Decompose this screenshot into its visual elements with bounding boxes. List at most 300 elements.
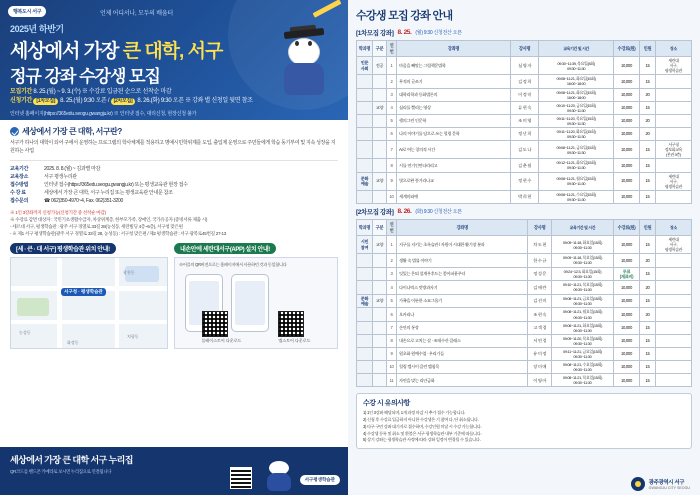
notice-panel <box>356 393 692 449</box>
info-value: 2025. 8. 8.(월) ~ 김과별 마감 <box>44 165 101 172</box>
table-row <box>357 75 692 88</box>
cell-no: 2 <box>387 75 397 88</box>
cell-schedule: 09:30~11:39, 목요일(8회) 09:30~11:30 <box>539 57 614 75</box>
info-heading: 세상에서 가장 큰 대학, 서구란? <box>22 127 122 136</box>
cell-schedule: 09:08~11:21, 화요일(15회) 16:00~18:00 <box>539 75 614 88</box>
note-line: - ※ 제1 서구 평생학습관(광주 서구 경열로 33길 28, 농성동) : 서구청 맞은편 / 제2 평생학습관 : 서구 광복로45번길 27-13 <box>10 230 226 236</box>
emblem-subtitle: GWANGJU CITY SEOGU <box>648 486 690 490</box>
map-block <box>10 243 168 349</box>
cell-type <box>373 88 387 101</box>
cell-teacher: 정 난 희 <box>511 128 539 141</box>
cell-capacity: 15 <box>640 101 656 114</box>
col-fee: 수강료(원) <box>614 41 640 57</box>
cell-capacity: 15 <box>640 57 656 75</box>
cell-place <box>656 321 692 334</box>
table-body-round2 <box>357 236 692 387</box>
table-row <box>357 57 692 75</box>
cell-teacher: 이 영 아 <box>528 374 551 387</box>
cell-no: 8 <box>387 334 397 347</box>
hero-subtitle: 2025년 하반기 <box>10 24 64 34</box>
table-row <box>357 114 692 127</box>
cell-no: 5 <box>387 294 397 308</box>
notice-title: 수강 시 유의사항 <box>363 400 410 408</box>
map-label: 치평동 <box>127 333 139 339</box>
cell-capacity: 15 <box>640 347 656 360</box>
notice-line: 4) 수강생 등록 및 취소 및 환불은 서구 평생학습관 내부 기준에 따릅니다. <box>363 430 482 436</box>
cell-fee: 10,000 <box>614 254 640 267</box>
cell-schedule: 09:11~11:20, 화요일(15회) 09:30~11:30 <box>539 128 614 141</box>
notice-line: 3) 타구 구민 강좌 대기자로 접수하며, 수강인원 미달 시 수강 가능합니다. <box>363 423 482 429</box>
cell-department <box>357 361 373 374</box>
cell-capacity: 20 <box>640 114 656 127</box>
cell-course-name: 대학리학과 등화법론의 <box>397 88 511 101</box>
map-label: 농성동 <box>19 329 31 335</box>
hero-title-part-b: 큰 대학, 서구 <box>122 41 223 62</box>
cell-schedule: 09:08~11:21, 목요일(15회) 09:30~11:30 <box>551 374 613 387</box>
course-table-round2 <box>356 219 692 387</box>
cell-department: 문화 예술 <box>357 294 373 308</box>
left-column <box>0 0 348 495</box>
cell-course-name: 행의그린 인문학 <box>397 114 511 127</box>
col-course-name: 강좌명 <box>397 219 528 235</box>
hero-title-line2: 정규 강좌 수강생 모집 <box>10 67 160 86</box>
cell-place <box>656 75 692 88</box>
cell-fee: 10,000 <box>614 334 640 347</box>
cell-type <box>373 159 387 172</box>
cell-capacity: 15 <box>640 361 656 374</box>
cell-fee: 10,000 <box>614 236 640 254</box>
table-row <box>357 281 692 294</box>
cell-capacity: 15 <box>640 236 656 254</box>
cell-place <box>656 159 692 172</box>
round1-text: 8. 25.(월) 9:30 오픈 / <box>60 97 110 104</box>
playstore-caption: 플레이스토어 다운로드 <box>201 337 242 343</box>
round2-label: [2차모집 강좌] <box>356 208 394 216</box>
table-header-row <box>357 219 692 235</box>
cell-schedule: 09:08~11:21, 수요일(15회) 09:30~11:30 <box>551 361 613 374</box>
cell-place <box>656 190 692 203</box>
cell-fee: 10,000 <box>614 114 640 127</box>
table-row <box>357 88 692 101</box>
cell-no: 1 <box>387 57 397 75</box>
cell-teacher: 정 성 문 <box>528 267 551 281</box>
cell-capacity: 15 <box>640 321 656 334</box>
round1-date: 8. 25. <box>397 29 412 36</box>
table-row <box>357 294 692 308</box>
cell-teacher: 김 애 란 <box>528 281 551 294</box>
notice-line: 5) 상기 강좌는 평생학습관 사정에 따라 강좌 일정이 변경될 수 있습니다. <box>363 437 481 443</box>
cell-course-name: 다이나믹스 맛방과자기 <box>397 281 528 294</box>
footer-qr-icon[interactable] <box>230 467 252 489</box>
cell-place <box>656 267 692 281</box>
cell-teacher: 박 희 현 <box>511 190 539 203</box>
appstore-qr-group[interactable] <box>278 311 310 344</box>
cell-place <box>656 254 692 267</box>
cell-teacher: 류 현 숙 <box>511 101 539 114</box>
table-row <box>357 361 692 374</box>
cell-type <box>373 128 387 141</box>
cell-course-name: 심리를 뿔리는 영상 <box>397 101 511 114</box>
cell-place: 세란대 서구, 평생학습관 <box>656 236 692 254</box>
cell-type <box>373 308 387 321</box>
cell-no: 6 <box>387 128 397 141</box>
cell-schedule: 09:10~11:21, 목요일(15회) 09:30~11:30 <box>551 281 613 294</box>
cell-course-name: 생활 속 법률 이야기 <box>397 254 528 267</box>
table-row <box>357 141 692 159</box>
cell-capacity: 15 <box>640 374 656 387</box>
info-section <box>0 120 348 241</box>
app-note: ※어플의 QR버전으로는 홈페이지에서 사용하던 것과 동일합니다 <box>179 261 287 267</box>
cell-department <box>357 374 373 387</box>
cell-department <box>357 101 373 114</box>
appstore-caption: 앱스토어 다운로드 <box>278 337 311 343</box>
info-row <box>10 165 338 173</box>
right-column <box>348 0 700 495</box>
cell-department: 시민 참여 <box>357 236 373 254</box>
round2-open-time: (화) 9:30 신청전산 오픈 <box>415 208 462 215</box>
cell-place <box>656 347 692 360</box>
cell-fee: 10,000 <box>614 88 640 101</box>
cell-schedule: 09:11~11:21, 금요일(15회) 09:30~11:30 <box>551 347 613 360</box>
cell-course-name: 자연을 맞는 리안금화 <box>397 374 528 387</box>
cell-course-name: 지구를 지키는 초록습관 / 자원이 시대한 활기장 분과 <box>397 236 528 254</box>
info-row <box>10 189 338 197</box>
cell-place <box>656 281 692 294</box>
cell-schedule: 09:08~11:21, 월요일(15회) 09:30~11:30 <box>551 308 613 321</box>
cell-capacity: 15 <box>640 267 656 281</box>
cell-place <box>656 88 692 101</box>
cell-no: 6 <box>387 308 397 321</box>
city-logo: 행복도시 서구 <box>8 6 46 17</box>
cell-department <box>357 75 373 88</box>
cell-department <box>357 281 373 294</box>
left-footer <box>0 447 348 495</box>
cell-no: 7 <box>387 321 397 334</box>
cell-course-name: 원초화 원예수업 · 우리가들 <box>397 347 528 360</box>
cell-no: 1 <box>387 236 397 254</box>
col-teacher: 강사명 <box>511 41 539 57</box>
cell-course-name: AI로 여는 창의적 시간 <box>397 141 511 159</box>
cell-teacher: 심 영 자 <box>511 57 539 75</box>
emblem-title: 광주광역시 서구 <box>648 480 685 486</box>
round1-open-time: (월) 9:30 신청전산 오픈 <box>415 30 462 36</box>
cell-fee: 10,000 <box>614 321 640 334</box>
cell-course-name: 무적의 글쓰기 <box>397 75 511 88</box>
cell-place <box>656 361 692 374</box>
info-row <box>10 181 338 189</box>
cell-teacher: 서 연 경 <box>528 334 551 347</box>
map-and-app-section <box>0 241 348 353</box>
cell-no: 3 <box>387 267 397 281</box>
cell-teacher: 김 선 미 <box>528 294 551 308</box>
cell-schedule: 09:08~11:21, 금요일(15회) 09:30~11:30 <box>551 294 613 308</box>
cell-place: 서구청 정보화교육 (본관 3층) <box>656 141 692 159</box>
cell-fee: 10,000 <box>614 281 640 294</box>
cell-department: 문화 예술 <box>357 172 373 190</box>
table-row <box>357 347 692 360</box>
cell-type <box>373 267 387 281</box>
cell-teacher: 장 미 애 <box>528 361 551 374</box>
table-row <box>357 334 692 347</box>
cell-type: 전공 <box>373 57 387 75</box>
qr-code-icon[interactable] <box>202 311 228 337</box>
note-line: ※ 1인 3강좌까지 신청가능(신청기간 중 선착순 마감) <box>10 209 106 215</box>
cell-no: 2 <box>387 254 397 267</box>
cell-department <box>357 267 373 281</box>
emblem-icon <box>631 477 645 491</box>
app-install-panel <box>174 257 338 349</box>
cell-type: 교양 <box>373 294 387 308</box>
table-row <box>357 101 692 114</box>
cell-department <box>357 321 373 334</box>
info-description: 서구가 하나의 대학이 되어 구에서 운영하는 프로그램의 학사체계를 적용하고 명예시민학위제를 도입, 출입제 운영으로 주민들에게 학습 동기부여 및 지속 성장을 지원하는 사업 <box>10 140 338 161</box>
table-row <box>357 128 692 141</box>
cell-type <box>373 141 387 159</box>
app-block <box>174 243 338 349</box>
cell-schedule: 09:08~11:21, 수요일(15회) 09:30~11:30 <box>539 190 614 203</box>
table-row <box>357 159 692 172</box>
table-body-round1 <box>357 57 692 204</box>
cell-type: 교양 <box>373 236 387 254</box>
cell-schedule: 09:12~11:21, 화요일(15회) 09:30~11:30 <box>539 159 614 172</box>
application-period-row <box>10 88 253 97</box>
table-row <box>357 236 692 254</box>
cell-type <box>373 374 387 387</box>
cell-place: 세란대 서구, 평생학습관 <box>656 172 692 190</box>
cell-teacher: 조 현 숙 <box>528 308 551 321</box>
cell-capacity: 20 <box>640 308 656 321</box>
cell-place <box>656 128 692 141</box>
cell-schedule: 09:24~12:3, 화요일(15회) 09:30~11:30 <box>551 267 613 281</box>
cell-schedule: 09:09~11:18, 목요일(15회) 09:30~11:30 <box>551 254 613 267</box>
playstore-qr-group[interactable] <box>202 311 242 344</box>
table-row <box>357 321 692 334</box>
cell-teacher: 김 춘 월 <box>511 159 539 172</box>
cell-type: 교양 <box>373 172 387 190</box>
note-line: ※ 수강료 감면 대상자 : 국민기초생활수급자, 차상위계층, 한부모가족, 장애인, 국가유공자 (증빙서류 제출 시) <box>10 216 208 222</box>
footer-badge: 서구평생학습관 <box>300 475 340 485</box>
cell-capacity: 20 <box>640 88 656 101</box>
graduate-mascot-icon <box>276 30 332 100</box>
cell-schedule: 09:08~11:21, 화요일(15회) 16:00~18:00 <box>539 88 614 101</box>
cell-schedule: 09:09~11:18, 화요일(15회) 09:30~11:30 <box>551 236 613 254</box>
cell-fee: 10,000 <box>614 101 640 114</box>
cell-schedule: 09:08~11:21, 금요일(15회) 09:30~11:30 <box>539 141 614 159</box>
cell-no: 7 <box>387 141 397 159</box>
page-title: 수강생 모집 강좌 안내 <box>356 10 453 22</box>
cell-teacher: 이 정 미 <box>511 88 539 101</box>
cell-capacity: 20 <box>640 281 656 294</box>
hero-tagline: 언제 어디서나, 모두의 배움터 <box>100 11 174 17</box>
footer-mascot-icon <box>266 459 292 491</box>
table-row <box>357 254 692 267</box>
cell-department <box>357 128 373 141</box>
cell-fee: 10,000 <box>614 347 640 360</box>
cell-type <box>373 334 387 347</box>
city-emblem <box>631 477 690 491</box>
cell-course-name: 시를 연기인만다라리고 <box>397 159 511 172</box>
cell-fee: 10,000 <box>614 374 640 387</box>
cell-type <box>373 347 387 360</box>
round1-chip: [1차모집] <box>33 98 58 105</box>
cell-fee: 10,000 <box>614 361 640 374</box>
cell-fee: 10,000 <box>614 172 640 190</box>
cell-place <box>656 374 692 387</box>
cell-fee: 10,000 <box>614 57 640 75</box>
table-row <box>357 308 692 321</box>
info-heading-row <box>10 126 338 137</box>
cell-no: 4 <box>387 281 397 294</box>
cell-capacity: 15 <box>640 141 656 159</box>
col-schedule: 교육기간 및 시간 <box>539 41 614 57</box>
location-map <box>10 257 168 349</box>
cell-capacity: 15 <box>640 294 656 308</box>
info-value: 세상에서 가장 큰 대학, 서구 누리집 또는 평생교육관 안내문 참조 <box>44 189 173 196</box>
cell-fee: 무료 (재료비) <box>614 267 640 281</box>
info-value: 인터넷 접수(https://365edu.seogu.gwangju.kr) 또는 평생교육관 현장 접수 <box>44 181 188 188</box>
col-course-name: 강좌명 <box>397 41 511 57</box>
cell-place <box>656 294 692 308</box>
cell-teacher: 김 정 희 <box>511 75 539 88</box>
round1-header <box>356 28 692 37</box>
footer-subtitle: QR코드를 핸드폰 카메라로 보시면 누리집으로 연결됩니다 <box>10 469 112 474</box>
cell-course-name: 잇있는 은퇴 설계우후드는 좋아퍼윤주녀 <box>397 267 528 281</box>
signup-period-row <box>10 97 253 106</box>
website-url[interactable]: 인터넷 홈페이지(https://365edu.seogu.gwangju.kr) ※ 인터넷 접수, 대리신청, 현장신청 불가 <box>10 111 197 117</box>
info-notes <box>10 209 338 237</box>
col-no: 연번 <box>387 219 397 235</box>
cell-course-name: 나의 이야기를 담으로 쓰는 힐링 문학 <box>397 128 511 141</box>
cell-capacity: 20 <box>640 254 656 267</box>
footer-title: 세상에서 가장 큰 대학 서구 누리집 <box>10 455 133 465</box>
info-key: 수 강 료 <box>10 189 26 196</box>
cell-type: 교양 <box>373 101 387 114</box>
cell-schedule: 09:11~11:20, 목요일(15회) 09:30~11:30 <box>539 114 614 127</box>
cell-place <box>656 114 692 127</box>
app-section-title: 내손안에 세란대서구(APP) 설치 안내! <box>174 243 276 254</box>
hero-banner <box>0 0 348 120</box>
map-pin-icon: 서구청 · 평생학습관 <box>61 288 106 296</box>
cell-schedule: 09:08~11:21, 월요일(15회) 09:30~11:30 <box>539 172 614 190</box>
cell-course-name: 손안의 통장 <box>397 321 528 334</box>
application-period-value: 8. 25.(월) ~ 9. 3.(수) ※ 수강료 입금된 순으로 선착순 마감 <box>33 89 172 95</box>
col-teacher: 강사명 <box>528 219 551 235</box>
cell-no: 4 <box>387 101 397 114</box>
cell-type <box>373 254 387 267</box>
hero-dates <box>10 88 253 105</box>
cell-place <box>656 101 692 114</box>
cell-fee: 10,000 <box>614 294 640 308</box>
notice-line: 2) 신청 후 수강료 입금하지 아니한 수강생은 기 참여 다, 단 취소됩니다. <box>363 417 479 423</box>
cell-type <box>373 75 387 88</box>
cell-fee: 10,000 <box>614 159 640 172</box>
cell-no: 3 <box>387 88 397 101</box>
note-line: - 세르대 서구, 평생학습관 : 광주 서구 경열로 33길 28(농성동, 세란빌딩 4층~5층), 서구청 맞은편 <box>10 223 183 229</box>
cell-teacher: 고 객 경 <box>528 321 551 334</box>
cell-fee: 10,000 <box>614 75 640 88</box>
col-schedule: 교육기간 및 시간 <box>551 219 613 235</box>
info-key: 접수방법 <box>10 181 29 188</box>
cell-no: 11 <box>387 374 397 387</box>
map-section-title: [세 · 큰 · 대 서구] 평생학습관 위치 안내! <box>10 243 116 254</box>
cell-department <box>357 141 373 159</box>
cell-course-name: 마음을 빼앗는 그림책문법학 <box>397 57 511 75</box>
map-label: 화정동 <box>67 339 79 345</box>
col-capacity: 인원 <box>640 41 656 57</box>
cell-teacher: 김 도 나 <box>511 141 539 159</box>
cell-no: 9 <box>387 347 397 360</box>
cell-place <box>656 308 692 321</box>
cell-no: 8 <box>387 159 397 172</box>
cell-capacity: 15 <box>640 159 656 172</box>
cell-capacity: 20 <box>640 128 656 141</box>
cell-department <box>357 254 373 267</box>
qr-code-icon[interactable] <box>278 311 304 337</box>
cell-department <box>357 88 373 101</box>
cell-place: 세란대 서구, 평생학습관 <box>656 57 692 75</box>
hero-title-line1 <box>10 36 222 63</box>
round2-header <box>356 207 692 216</box>
info-key: 접수문의 <box>10 197 29 204</box>
cell-course-name: 세계미와예 <box>397 190 511 203</box>
info-key: 교육장소 <box>10 173 29 180</box>
cell-type <box>373 321 387 334</box>
col-department: 학과명 <box>357 219 373 235</box>
cell-fee: 10,000 <box>614 128 640 141</box>
round2-text: 8. 26.(화) 9:30 오픈 ※ 강좌 별 신청일 뒷면 참조 <box>137 97 253 104</box>
cell-type <box>373 281 387 294</box>
info-row <box>10 173 338 181</box>
table-row <box>357 267 692 281</box>
cell-no: 10 <box>387 361 397 374</box>
course-table-round1 <box>356 40 692 204</box>
info-row <box>10 197 338 205</box>
cell-course-name: 힐링 캠시이 클린 캡침목 <box>397 361 528 374</box>
info-value: ☎ 062)350-4970~4, Fax. 062)351-3200 <box>44 197 123 204</box>
cell-schedule: 09:10~11:20, 금요일(15회) 09:30~11:30 <box>539 101 614 114</box>
cell-department <box>357 114 373 127</box>
cell-teacher: 한 수 규 <box>528 254 551 267</box>
col-place: 장소 <box>656 41 692 57</box>
table-header-row <box>357 41 692 57</box>
table-row <box>357 374 692 387</box>
col-capacity: 인원 <box>640 219 656 235</box>
cell-fee: 10,000 <box>614 190 640 203</box>
cell-course-name: 오카리나 <box>397 308 528 321</box>
signup-period-label: 신청기간 <box>10 97 32 104</box>
cell-teacher: 차 도 현 <box>528 236 551 254</box>
cell-department <box>357 190 373 203</box>
cell-course-name: 빛으로완 풍기라나교 <box>397 172 511 190</box>
col-fee: 수강료(원) <box>614 219 640 235</box>
map-label: 광천동 <box>123 269 135 275</box>
col-department: 학과명 <box>357 41 373 57</box>
notice-line: 1) 1인 3강좌 해당되며, 1개 과정 마감 시 추가 접수 가능합니다. <box>363 410 465 416</box>
col-type: 구분 <box>373 219 387 235</box>
cell-course-name: 가족을 이룬한 소묘그롭기 <box>397 294 528 308</box>
check-icon <box>10 127 19 136</box>
round1-label: [1차모집 강좌] <box>356 30 394 37</box>
cell-type <box>373 361 387 374</box>
cell-course-name: 내손으로 고치는 살 · 조테수산 클래스 <box>397 334 528 347</box>
cell-department <box>357 159 373 172</box>
cell-teacher: 유 미 정 <box>528 347 551 360</box>
info-value: 서구 평생누리관 <box>44 173 77 180</box>
cell-teacher: 정 현 수 <box>511 172 539 190</box>
pencil-icon <box>313 0 342 18</box>
store-qr-row <box>183 311 329 344</box>
hero-title-part-a: 세상에서 가장 <box>10 41 123 62</box>
